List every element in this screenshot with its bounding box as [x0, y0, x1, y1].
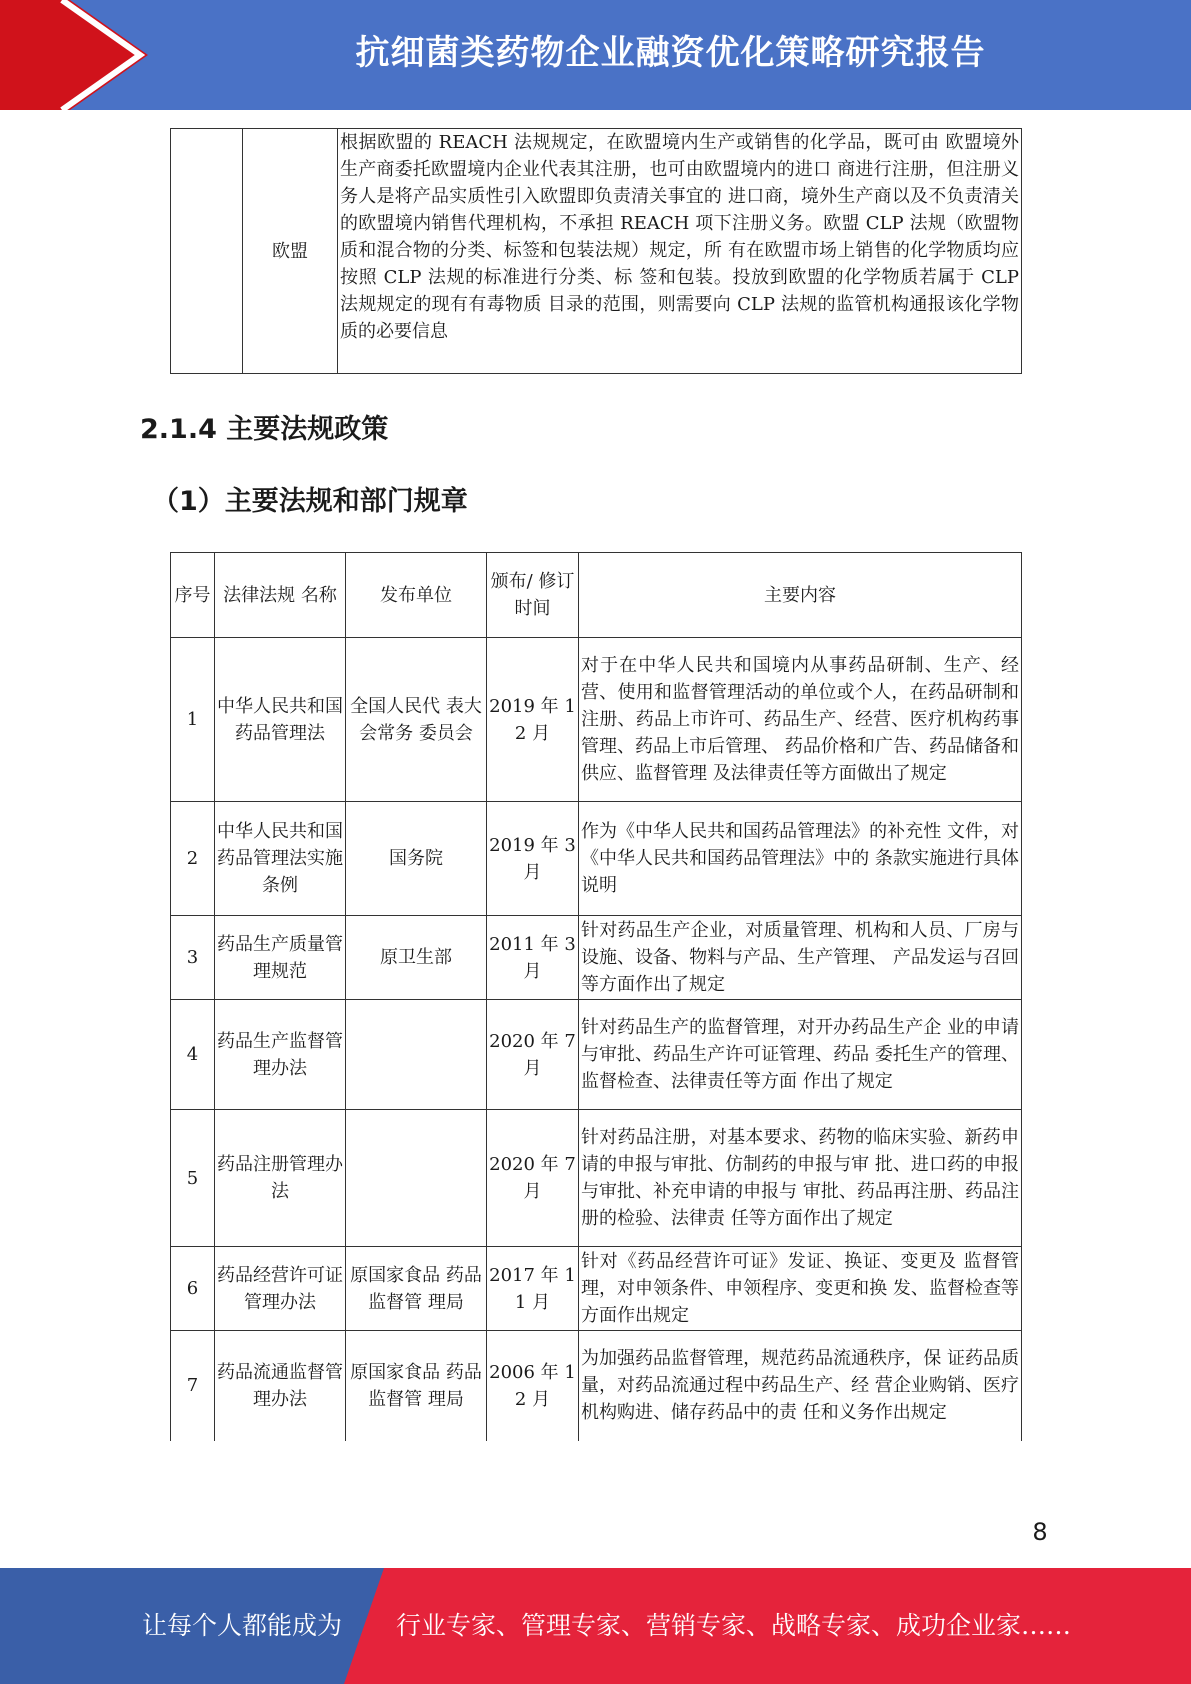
content-cell: 针对《药品经营许可证》发证、换证、变更及 监督管理，对申领条件、申领程序、变更和换 发、监督检查等方面作出规定 [579, 1247, 1022, 1331]
issuer-cell: 原国家食品 药品监督管 理局 [346, 1331, 487, 1441]
table-row [171, 1247, 1022, 1331]
header-cell: 序号 [171, 553, 215, 638]
row-number-cell: 5 [171, 1110, 215, 1247]
header-cell: 发布单位 [346, 553, 487, 638]
subsection-heading: （1）主要法规和部门规章 [152, 486, 468, 517]
date-cell: 2019 年 3 月 [487, 802, 579, 916]
law-name-cell: 药品流通监督管理办法 [215, 1331, 346, 1441]
footer-slogan-left: 让每个人都能成为 [142, 1611, 343, 1640]
header-cell: 法律法规 名称 [215, 553, 346, 638]
date-cell: 2019 年 12 月 [487, 638, 579, 802]
issuer-cell [346, 1000, 487, 1110]
page-header [0, 0, 1191, 110]
date-cell: 2020 年 7 月 [487, 1110, 579, 1247]
row-number-cell: 1 [171, 638, 215, 802]
law-name-cell: 药品生产质量管理规范 [215, 916, 346, 1000]
content-cell: 为加强药品监督管理，规范药品流通秩序，保 证药品质量，对药品流通过程中药品生产、经 营企业购销、医疗机构购进、储存药品中的责 任和义务作出规定 [579, 1331, 1022, 1441]
content-cell: 针对药品生产企业，对质量管理、机构和人员、厂房与设施、设备、物料与产品、生产管理、 产品发运与召回等方面作出了规定 [579, 916, 1022, 1000]
header-cell: 主要内容 [579, 553, 1022, 638]
law-name-cell: 药品经营许可证管理办法 [215, 1247, 346, 1331]
report-title: 抗细菌类药物企业融资优化策略研究报告 [355, 33, 986, 73]
issuer-cell: 原国家食品 药品监督管 理局 [346, 1247, 487, 1331]
section-heading: 2.1.4 主要法规政策 [140, 414, 389, 445]
date-cell: 2011 年 3 月 [487, 916, 579, 1000]
row-number-cell [171, 129, 243, 374]
content-cell: 作为《中华人民共和国药品管理法》的补充性 文件，对《中华人民共和国药品管理法》中的 条款实施进行具体说明 [579, 802, 1022, 916]
date-cell: 2006 年 12 月 [487, 1331, 579, 1441]
content-cell: 对于在中华人民共和国境内从事药品研制、生产、经营、使用和监督管理活动的单位或个人，在药品研制和注册、药品上市许可、药品生产、经营、医疗机构药事管理、药品上市后管理、 药品价格和广告、药品储备和供应、监督管理 及法律责任等方面做出了规定 [579, 638, 1022, 802]
table-row [171, 1110, 1022, 1247]
table-header-row [171, 553, 1022, 638]
issuer-cell [346, 1110, 487, 1247]
row-number-cell: 6 [171, 1247, 215, 1331]
row-number-cell: 2 [171, 802, 215, 916]
issuer-cell: 原卫生部 [346, 916, 487, 1000]
header-cell: 颁布/ 修订 时间 [487, 553, 579, 638]
table-row [171, 638, 1022, 802]
eu-regulation-table [170, 128, 1022, 374]
page-footer [0, 1568, 1191, 1684]
date-cell: 2020 年 7 月 [487, 1000, 579, 1110]
table-row [171, 916, 1022, 1000]
issuer-cell: 全国人民代 表大会常务 委员会 [346, 638, 487, 802]
regulations-table [170, 552, 1022, 1441]
table-row [171, 1000, 1022, 1110]
content-cell: 根据欧盟的 REACH 法规规定，在欧盟境内生产或销售的化学品，既可由 欧盟境外生产商委托欧盟境内企业代表其注册，也可由欧盟境内的进口 商进行注册，但注册义务人是将产品实质性引入欧盟即负责清关事宜的 进口商，境外生产商以及不负责清关的欧盟境内销售代理机构，不承担 REACH 项下注册义务。欧盟 CLP 法规（欧盟物质和混合物的分类、标签和包装法规）规定，所 有在欧盟市场上销售的化学物质均应按照 CLP 法规的标准进行分类、标 签和包装。投放到欧盟的化学物质若属于 CLP 法规规定的现有有毒物质 目录的范围，则需要向 CLP 法规的监管机构通报该化学物质的必要信息 [338, 129, 1022, 374]
law-name-cell: 药品注册管理办法 [215, 1110, 346, 1247]
footer-slogan-right: 行业专家、管理专家、营销专家、战略专家、成功企业家…… [396, 1611, 1072, 1640]
table-row [171, 802, 1022, 916]
content-cell: 针对药品生产的监督管理，对开办药品生产企 业的申请与审批、药品生产许可证管理、药品 委托生产的管理、监督检查、法律责任等方面 作出了规定 [579, 1000, 1022, 1110]
header-red-arrow-decoration [0, 0, 150, 110]
law-name-cell: 药品生产监督管理办法 [215, 1000, 346, 1110]
law-name-cell: 中华人民共和国药品管理法实施条例 [215, 802, 346, 916]
date-cell: 2017 年 11 月 [487, 1247, 579, 1331]
row-number-cell: 7 [171, 1331, 215, 1441]
page-number: 8 [1032, 1518, 1048, 1546]
issuer-cell: 国务院 [346, 802, 487, 916]
content-cell: 针对药品注册，对基本要求、药物的临床实验、新药申请的申报与审批、仿制药的申报与审 批、进口药的申报与审批、补充申请的申报与 审批、药品再注册、药品注册的检验、法律责 任等方面作出了规定 [579, 1110, 1022, 1247]
table-row [171, 1331, 1022, 1441]
row-number-cell: 3 [171, 916, 215, 1000]
row-number-cell: 4 [171, 1000, 215, 1110]
table-row [171, 129, 1022, 374]
region-cell: 欧盟 [243, 129, 338, 374]
law-name-cell: 中华人民共和国药品管理法 [215, 638, 346, 802]
